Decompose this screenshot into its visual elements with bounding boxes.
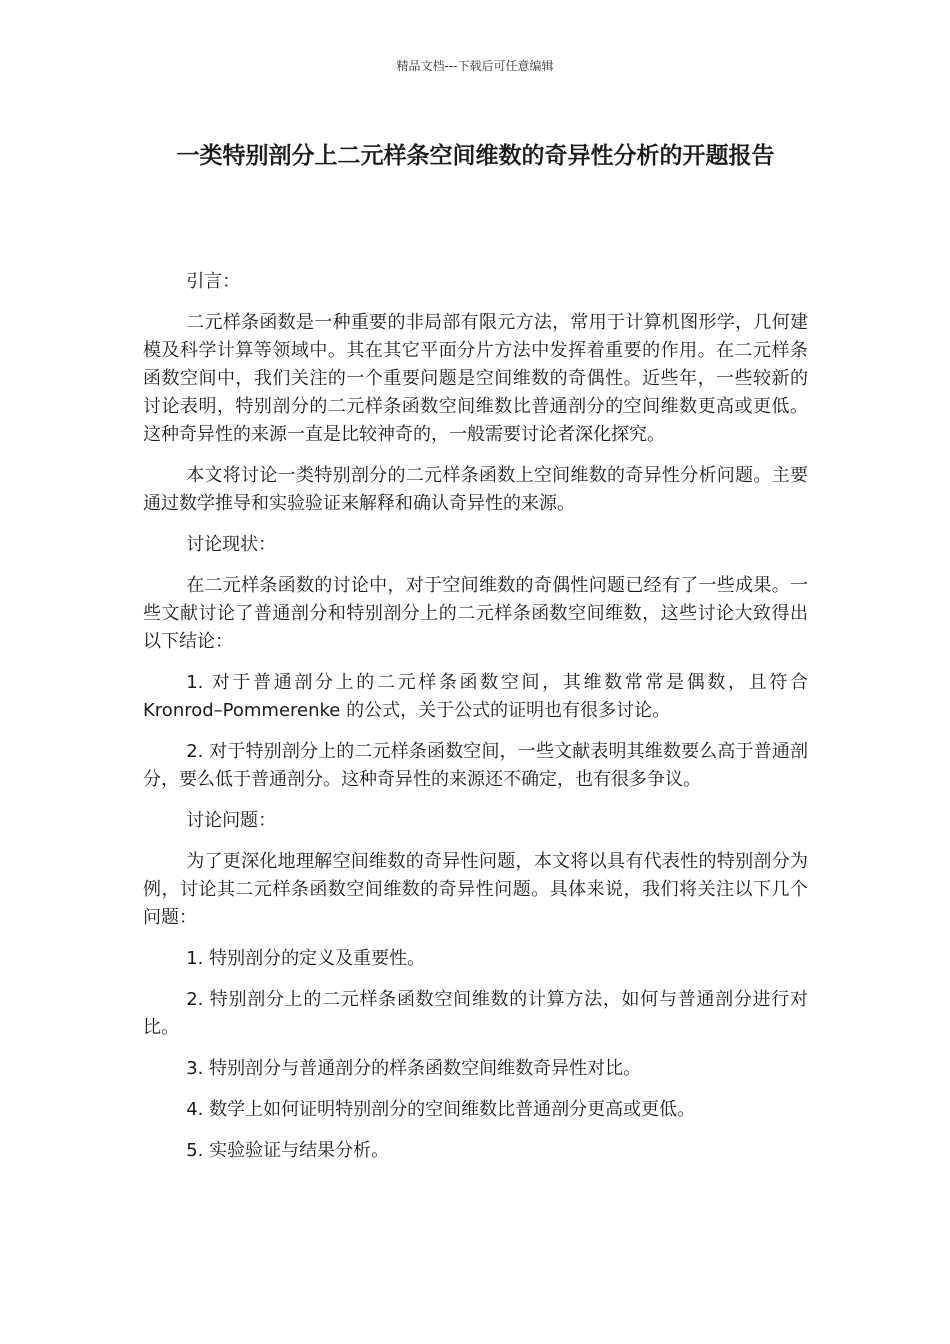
section-heading-status: 讨论现状： [186, 534, 277, 555]
list-item: 2. 对于特别剖分上的二元样条函数空间，一些文献表明其维数要么高于普通剖分，要么低于普通剖分。这种奇异性的来源还不确定，也有很多争议。 [143, 741, 808, 790]
document-body [143, 268, 808, 1178]
section-heading-questions: 讨论问题： [186, 810, 277, 831]
paragraph: 为了更深化地理解空间维数的奇异性问题，本文将以具有代表性的特别剖分为例，讨论其二元样条函数空间维数的奇异性问题。具体来说，我们将关注以下几个问题： [143, 851, 808, 928]
paragraph: 本文将讨论一类特别剖分的二元样条函数上空间维数的奇异性分析问题。主要通过数学推导和实验验证来解释和确认奇异性的来源。 [143, 465, 808, 514]
document-title: 一类特别剖分上二元样条空间维数的奇异性分析的开题报告 [176, 143, 775, 169]
list-item: 3. 特别剖分与普通剖分的样条函数空间维数奇异性对比。 [186, 1058, 642, 1079]
page-header-note: 精品文档---下载后可任意编辑 [396, 59, 554, 73]
list-item: 5. 实验验证与结果分析。 [186, 1140, 390, 1161]
list-item: 1. 对于普通剖分上的二元样条函数空间，其维数常常是偶数，且符合 Kronrod–Pommerenke 的公式，关于公式的证明也有很多讨论。 [143, 672, 808, 721]
list-item: 1. 特别剖分的定义及重要性。 [186, 948, 426, 969]
paragraph: 二元样条函数是一种重要的非局部有限元方法，常用于计算机图形学，几何建模及科学计算等领域中。其在其它平面分片方法中发挥着重要的作用。在二元样条函数空间中，我们关注的一个重要问题是空间维数的奇偶性。近些年，一些较新的讨论表明，特别剖分的二元样条函数空间维数比普通剖分的空间维数更高或更低。这种奇异性的来源一直是比较神奇的，一般需要讨论者深化探究。 [143, 312, 808, 445]
paragraph: 在二元样条函数的讨论中，对于空间维数的奇偶性问题已经有了一些成果。一些文献讨论了普通剖分和特别剖分上的二元样条函数空间维数，这些讨论大致得出以下结论： [143, 575, 808, 652]
section-heading-introduction: 引言： [186, 271, 241, 292]
list-item: 2. 特别剖分上的二元样条函数空间维数的计算方法，如何与普通剖分进行对比。 [143, 989, 808, 1038]
list-item: 4. 数学上如何证明特别剖分的空间维数比普通剖分更高或更低。 [186, 1099, 696, 1120]
